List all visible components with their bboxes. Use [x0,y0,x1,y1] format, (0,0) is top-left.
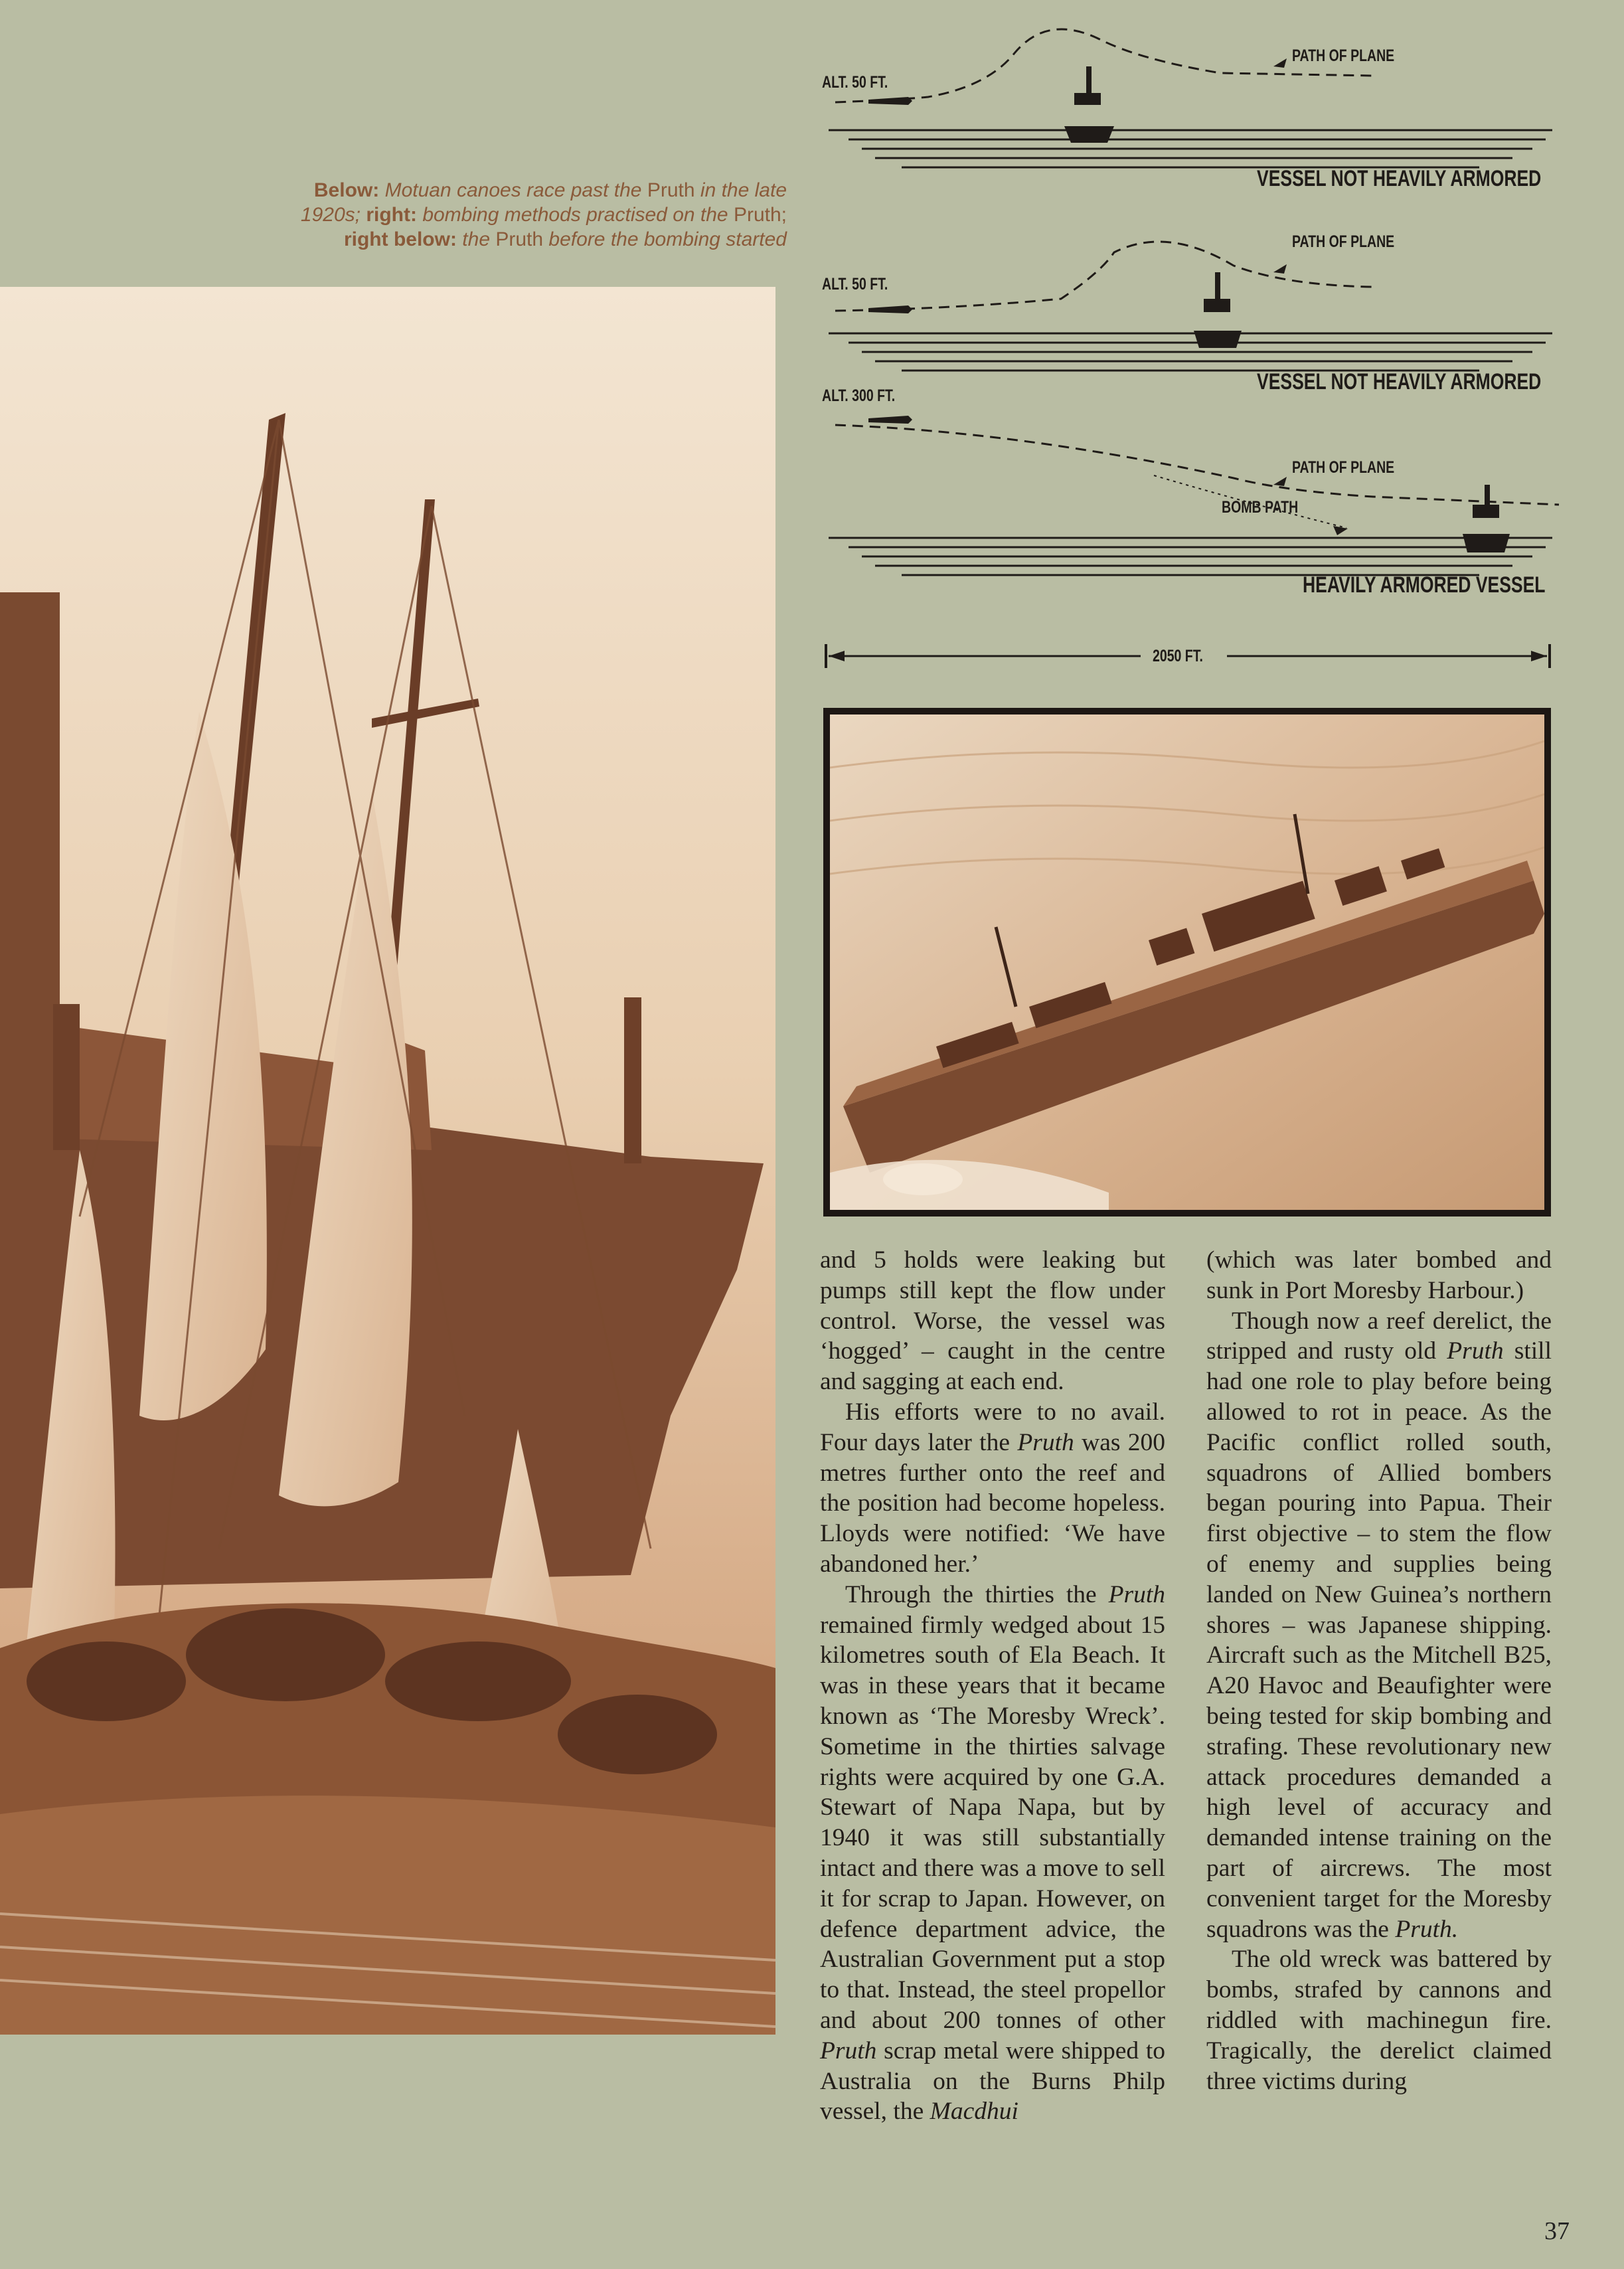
panel3-altitude-label: ALT. 300 FT. [822,386,896,405]
aerial-ship-photo [823,708,1551,1217]
caption-text: the [462,228,491,250]
bombing-diagram [822,27,1560,677]
photo-caption [279,178,787,252]
panel3-path-label: PATH OF PLANE [1292,458,1395,477]
paragraph-text: The old wreck was battered by bombs, strafed by cannons and riddled with machinegun fire. Tragically, the derelict claimed three victims during [1206,1946,1552,2095]
paragraph [820,1397,1165,1580]
body-column-left [820,1245,1165,2127]
paragraph-text: remained firmly wedged about 15 kilometres south of Ela Beach. It was in these years that it became known as ‘The Moresby Wreck’. Sometime in the thirties salvage rights were acquired by one G.A. Stewart of Napa Napa, but by 1940 it was still substantially intact and there was a move to sell it for scrap to Japan. However, on defence department advice, the Australian Government put a stop to that. Instead, the steel propellor and about 200 tonnes of other [820,1611,1165,2034]
page-number: 37 [1544,2217,1570,2245]
paragraph-text: Though now a reef derelict, the stripped and rusty old [1206,1307,1552,1365]
paragraph [1206,1306,1552,1945]
panel1-vessel-label: VESSEL NOT HEAVILY ARMORED [1257,166,1542,191]
panel1-altitude-label: ALT. 50 FT. [822,73,888,92]
panel1-path-label: PATH OF PLANE [1292,46,1395,65]
paragraph [820,1580,1165,2127]
caption-label-below: Below: [313,179,380,201]
paragraph [1206,1245,1552,1306]
body-column-right [1206,1245,1552,2096]
paragraph-text: Through the thirties the [845,1580,1097,1608]
bomb-path-label: BOMB PATH [1222,498,1299,517]
ship-name: Pruth [1017,1428,1074,1456]
paragraph-text: still had one role to play before being allowed to rot in peace. As the Pacific conflict rolled south, squadrons of Allied bombers began pouring into Papua. Their first objective – to stem the flow of enemy and supplies being landed on New Guinea’s northern shores – was Japanese shipping. Aircraft such as the Mitchell B25, A20 Havoc and Beaufighter were being tested for skip bombing and strafing. These revolutionary new attack procedures demanded a high level of accuracy and demanded intense training on the part of aircrews. The most convenient target for the Moresby squadrons was the [1206,1337,1552,1943]
caption-text: before the bombing started [548,228,787,250]
ship-name: Pruth [1447,1337,1504,1365]
distance-label: 2050 FT. [1153,647,1203,665]
ship-name: Pruth [820,2037,877,2064]
panel3-vessel-label: HEAVILY ARMORED VESSEL [1303,572,1546,598]
ship-name: Pruth. [1395,1915,1459,1943]
panel2-vessel-label: VESSEL NOT HEAVILY ARMORED [1257,369,1542,394]
caption-label-right-below: right below: [343,228,457,250]
paragraph [820,1245,1165,1397]
ship-name: Macdhui [930,2098,1018,2126]
panel2-altitude-label: ALT. 50 FT. [822,275,888,294]
caption-text: in the late 1920s; [300,179,787,226]
canoes-photo-image [0,287,775,2035]
paragraph-text: (which was later bombed and sunk in Port Moresby Harbour.) [1206,1246,1552,1304]
paragraph-text: and 5 holds were leaking but pumps still kept the flow under control. Worse, the vessel was ‘hogged’ – caught in the centre and sagging at each end. [820,1246,1165,1396]
aerial-ship-photo-image [830,714,1544,1210]
ship-name: Pruth [1108,1580,1166,1608]
caption-text: Motuan canoes race past the [384,179,642,201]
canoes-photo [0,287,775,2035]
paragraph-text: was 200 metres further onto the reef and the position had become hopeless. Lloyds were notified: ‘We have abandoned her.’ [820,1428,1166,1578]
caption-label-right: right: [366,204,417,226]
caption-ship-name: Pruth [647,179,695,201]
caption-text: bombing methods practised on the [422,204,728,226]
paragraph [1206,1944,1552,2096]
caption-ship-name: Pruth [495,228,544,250]
paragraph-text: His efforts were to no avail. Four days later the [820,1398,1165,1456]
caption-ship-name: Pruth; [733,204,787,226]
paragraph-text: scrap metal were shipped to Australia on the Burns Philp vessel, the [820,2037,1165,2126]
panel2-path-label: PATH OF PLANE [1292,232,1395,251]
